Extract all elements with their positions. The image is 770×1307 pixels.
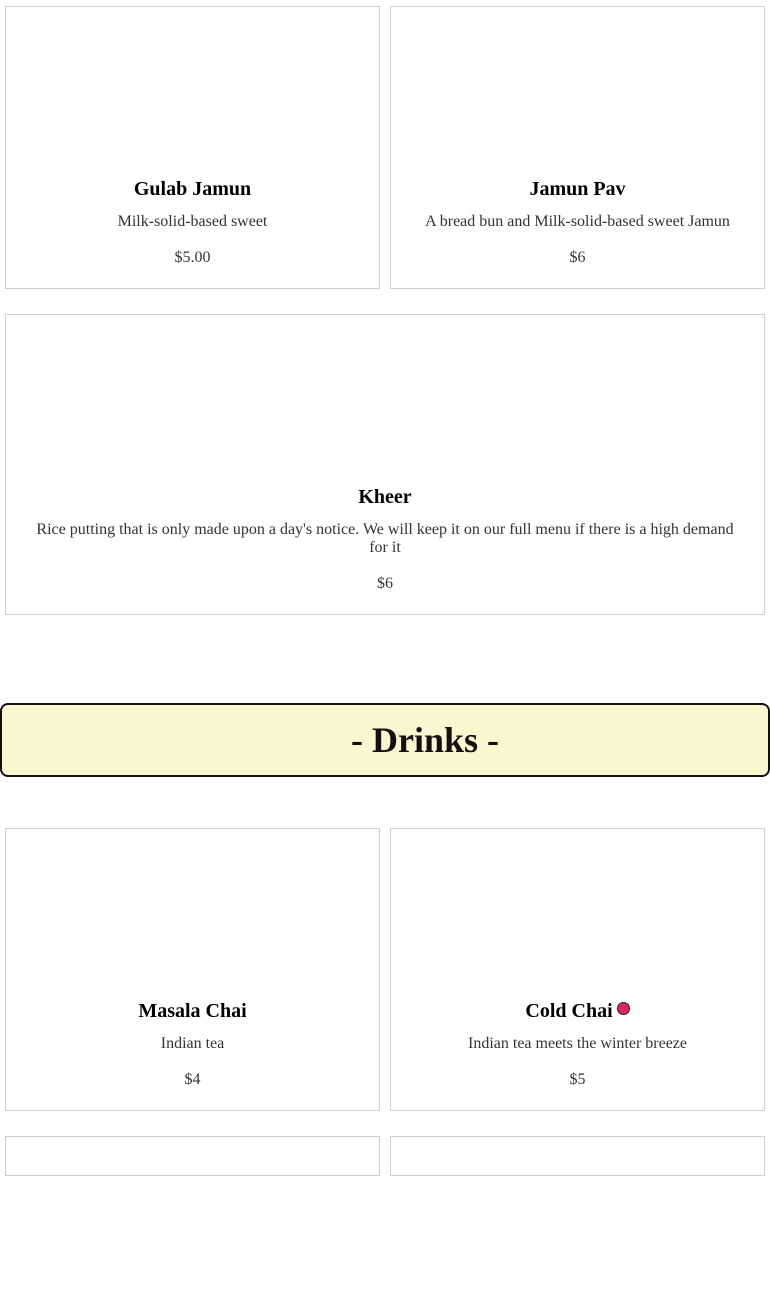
menu-item-image — [391, 7, 764, 177]
menu-item-price: $6 — [377, 575, 393, 592]
menu-item-card[interactable] — [390, 1136, 765, 1176]
menu-item-description: Indian tea meets the winter breeze — [468, 1035, 687, 1052]
menu-item-price: $6 — [569, 249, 586, 266]
menu-item-image — [391, 1137, 764, 1307]
menu-item-image — [6, 829, 379, 999]
menu-item-image — [6, 315, 764, 485]
menu-item-name: Jamun Pav — [529, 178, 626, 200]
menu-item-name: Kheer — [358, 486, 412, 508]
menu-item-card[interactable] — [390, 6, 765, 289]
menu-item-name: Gulab Jamun — [133, 178, 252, 200]
menu-item-card[interactable] — [5, 6, 380, 289]
menu-item-price: $5.00 — [174, 249, 211, 266]
menu-item-description: Indian tea — [160, 1035, 225, 1052]
menu-item-card[interactable] — [5, 828, 380, 1111]
menu-item-image — [6, 7, 379, 177]
menu-item-name-row — [391, 999, 764, 1023]
menu-item-image — [391, 829, 764, 999]
menu-item-price: $4 — [184, 1071, 201, 1088]
menu-item-image — [6, 1137, 379, 1307]
menu-item-card[interactable] — [390, 828, 765, 1111]
menu-item-price: $5 — [569, 1071, 586, 1088]
menu-item-description: A bread bun and Milk-solid-based sweet Jamun — [425, 213, 730, 230]
menu-item-description: Rice putting that is only made upon a day's notice. We will keep it on our full menu if there is a high demand for it — [36, 521, 734, 556]
menu-item-card[interactable] — [5, 314, 765, 615]
menu-item-description: Milk-solid-based sweet — [117, 213, 268, 230]
drinks-section-banner — [0, 703, 770, 777]
spicy-dot-icon — [617, 1002, 630, 1015]
menu-item-name: Masala Chai — [138, 1000, 247, 1022]
section-heading: - Drinks - — [350, 720, 499, 760]
menu-item-name: Cold Chai — [525, 1000, 613, 1022]
menu-item-card[interactable] — [5, 1136, 380, 1176]
